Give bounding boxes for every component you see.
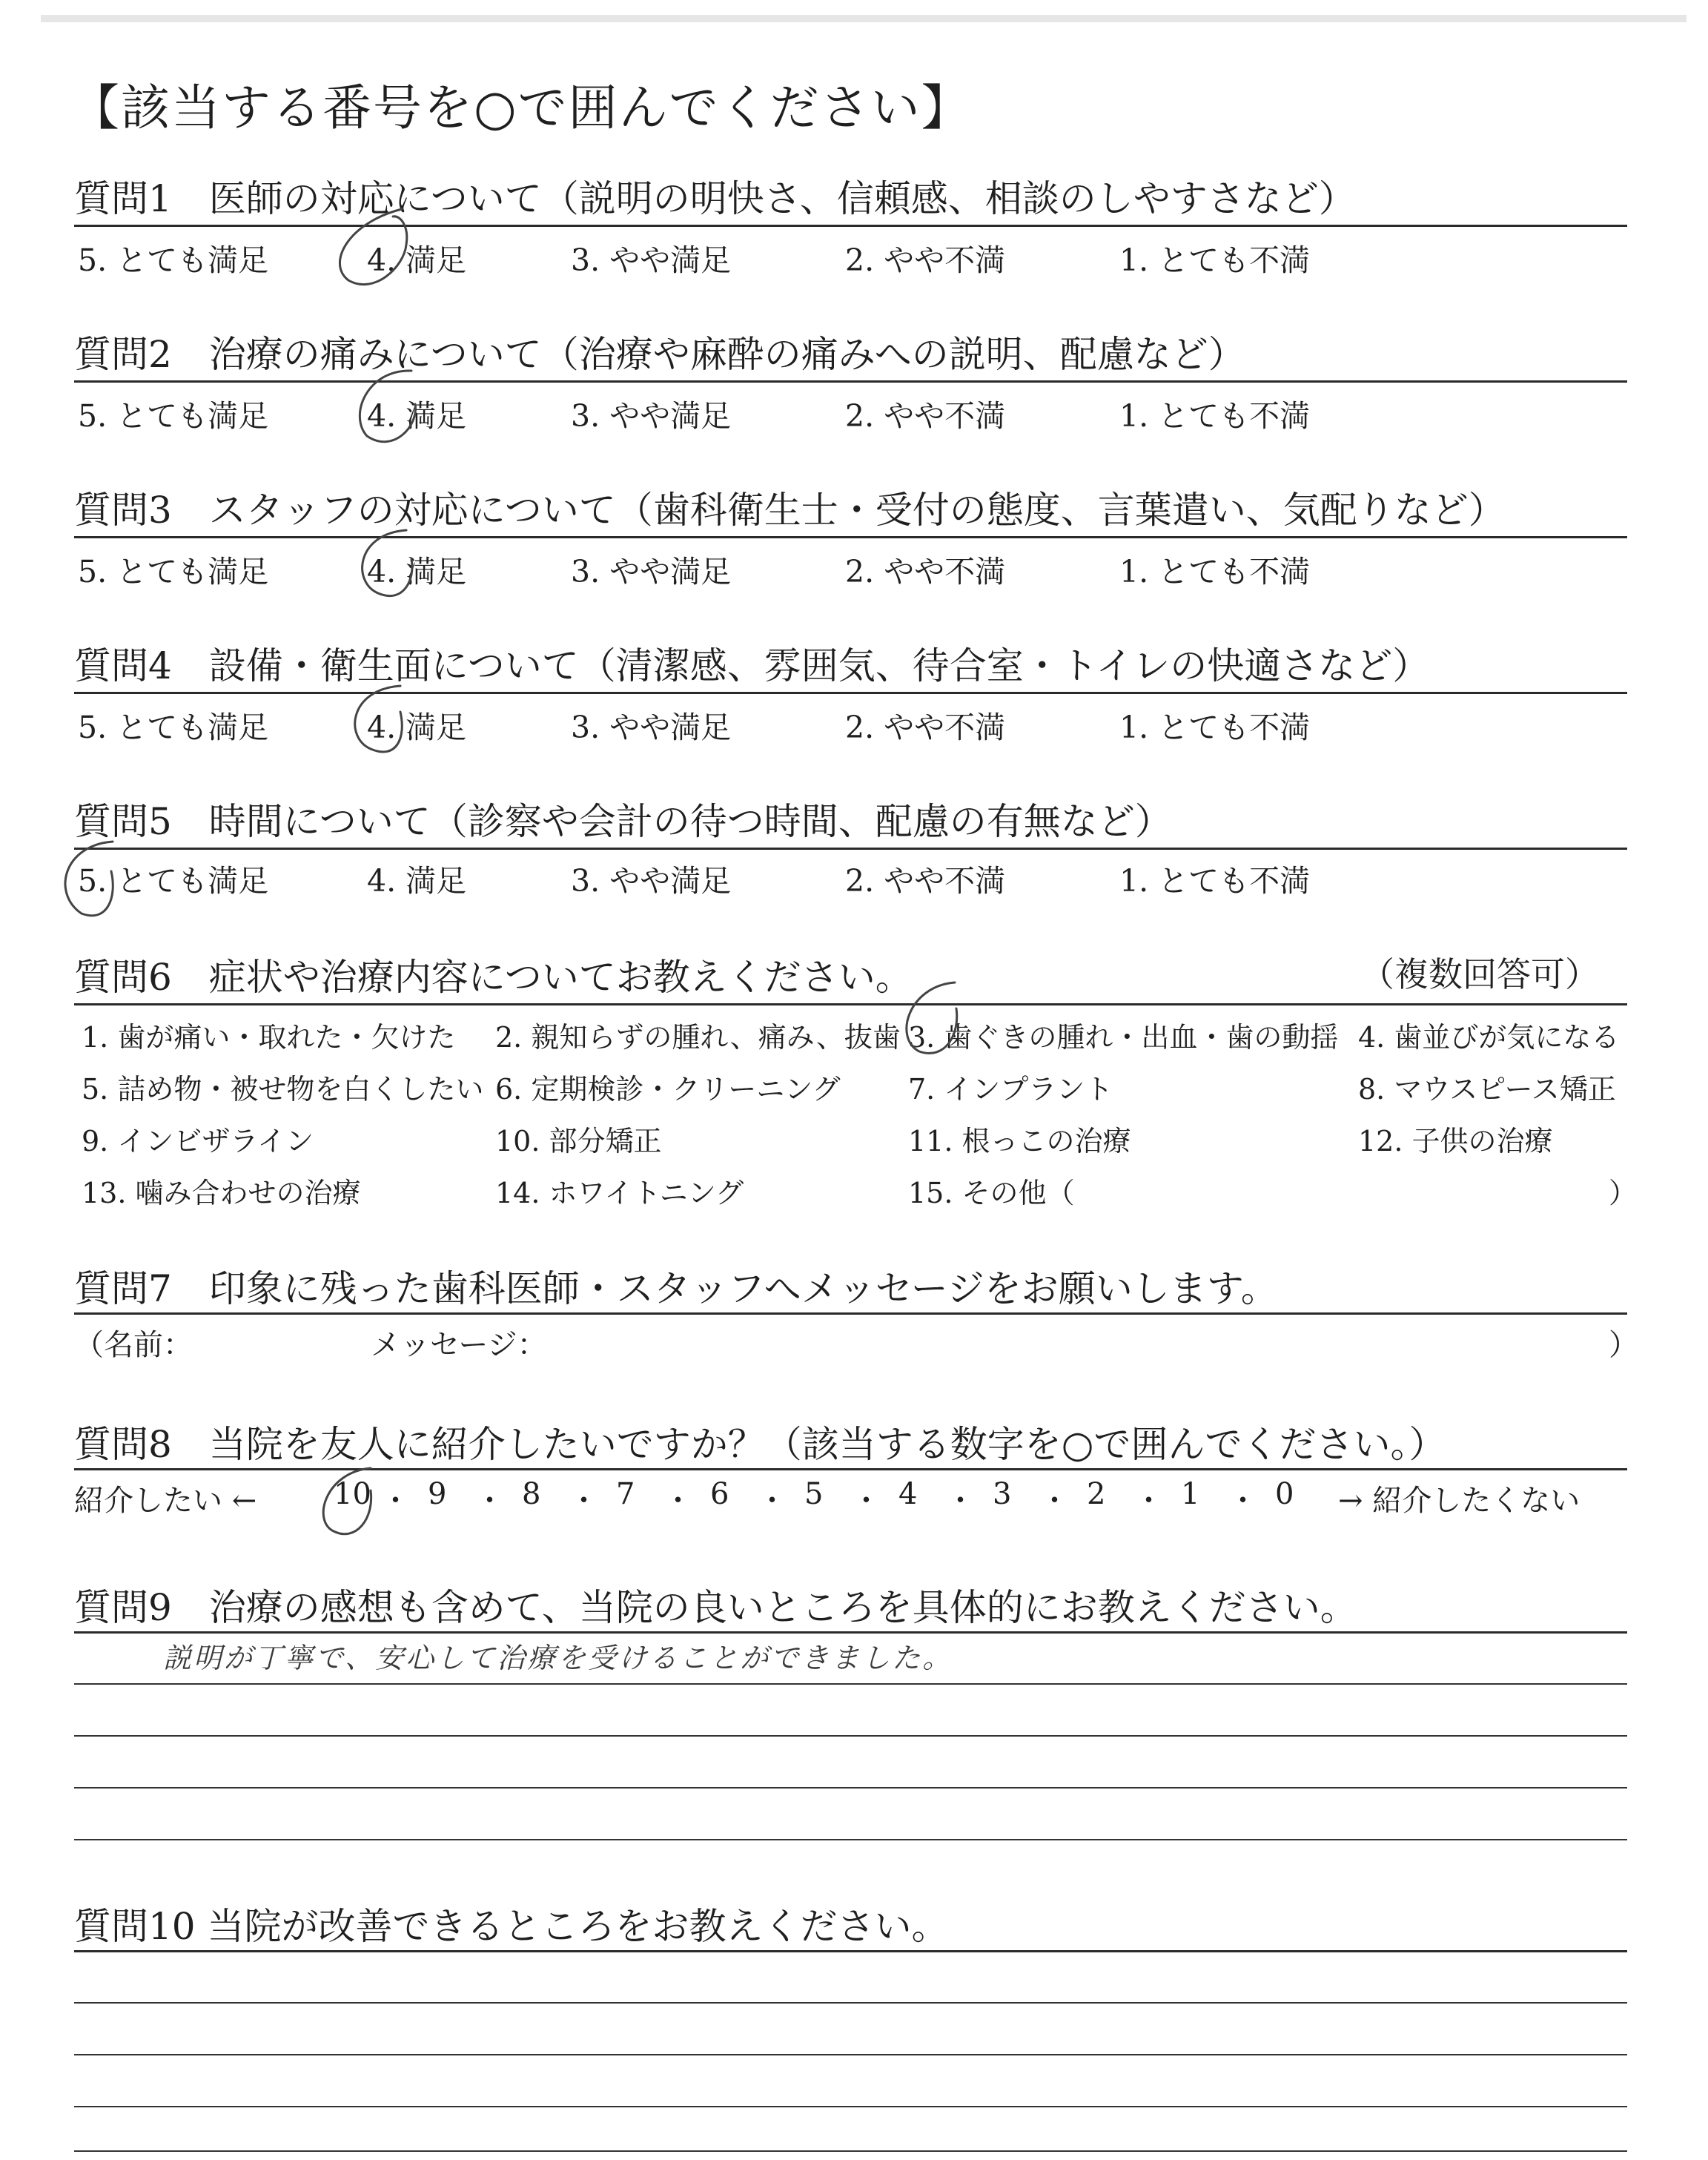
q8-scale-separator: ・ — [1228, 1484, 1258, 1518]
q9-handwritten-answer: 説明が丁寧で、安心して治療を受けることができました。 — [163, 1642, 953, 1674]
q8-scale-separator: ・ — [757, 1484, 787, 1518]
q7-name-label: （名前： — [74, 1328, 193, 1362]
q7-message-label: メッセージ： — [371, 1328, 547, 1362]
question-5-rule — [74, 848, 1627, 850]
q3-option-5[interactable]: 5. とても満足 — [78, 554, 269, 589]
question-10-rule — [74, 1950, 1627, 1952]
q6-choice-14[interactable]: 14. ホワイトニング — [495, 1177, 744, 1209]
q1-option-1[interactable]: 1. とても不満 — [1119, 242, 1311, 278]
q5-option-2[interactable]: 2. やや不満 — [845, 863, 1006, 899]
q6-choice-8[interactable]: 8. マウスピース矯正 — [1358, 1073, 1616, 1106]
q8-scale-separator: ・ — [569, 1484, 599, 1518]
q8-scale-value[interactable]: 9 — [428, 1477, 447, 1511]
question-3-rule — [74, 536, 1627, 538]
q10-answer-line-4 — [74, 2150, 1627, 2152]
question-6-rule — [74, 1003, 1627, 1005]
q6-choice-9[interactable]: 9. インビザライン — [82, 1125, 314, 1157]
q8-scale-value[interactable]: 2 — [1087, 1477, 1106, 1511]
q2-option-3[interactable]: 3. やや満足 — [571, 398, 732, 434]
question-4-label: 質問4 設備・衛生面について（清潔感、雰囲気、待合室・トイレの快適さなど） — [74, 644, 1430, 687]
q1-option-3[interactable]: 3. やや満足 — [571, 242, 732, 278]
q2-option-2[interactable]: 2. やや不満 — [845, 398, 1006, 434]
question-7-rule — [74, 1312, 1627, 1315]
q5-option-4[interactable]: 4. 満足 — [367, 863, 467, 899]
q3-option-2[interactable]: 2. やや不満 — [845, 554, 1006, 589]
q1-option-5[interactable]: 5. とても満足 — [78, 242, 269, 278]
q8-right-label: → 紹介したくない — [1338, 1484, 1580, 1518]
q4-option-4[interactable]: 4. 満足 — [367, 710, 467, 745]
q10-answer-line-2 — [74, 2054, 1627, 2055]
q8-scale-value[interactable]: 3 — [993, 1477, 1012, 1511]
q10-answer-line-3 — [74, 2106, 1627, 2107]
q8-scale-separator: ・ — [474, 1484, 505, 1518]
q7-close-paren: ） — [1609, 1328, 1638, 1362]
q3-option-3[interactable]: 3. やや満足 — [571, 554, 732, 589]
q6-choice-1[interactable]: 1. 歯が痛い・取れた・欠けた — [82, 1021, 456, 1054]
q5-option-3[interactable]: 3. やや満足 — [571, 863, 732, 899]
q6-choice-6[interactable]: 6. 定期検診・クリーニング — [495, 1073, 841, 1106]
q8-scale-separator: ・ — [663, 1484, 693, 1518]
q8-scale-value[interactable]: 4 — [898, 1477, 918, 1511]
q9-answer-line-3 — [74, 1787, 1627, 1789]
question-8-rule — [74, 1468, 1627, 1470]
q2-option-5[interactable]: 5. とても満足 — [78, 398, 269, 434]
q6-choice-5[interactable]: 5. 詰め物・被せ物を白くしたい — [82, 1073, 484, 1106]
question-10-label: 質問10 当院が改善できるところをお教えください。 — [74, 1905, 949, 1948]
q9-answer-line-4 — [74, 1839, 1627, 1840]
q6-other-close-paren: ） — [1609, 1177, 1638, 1209]
q6-choice-15-other[interactable]: 15. その他（ — [908, 1177, 1075, 1209]
q6-choice-13[interactable]: 13. 噛み合わせの治療 — [82, 1177, 361, 1209]
q4-option-5[interactable]: 5. とても満足 — [78, 710, 269, 745]
q6-choice-4[interactable]: 4. 歯並びが気になる — [1358, 1021, 1620, 1054]
q5-option-1[interactable]: 1. とても不満 — [1119, 863, 1311, 899]
q2-option-1[interactable]: 1. とても不満 — [1119, 398, 1311, 434]
q8-scale-value[interactable]: 5 — [804, 1477, 824, 1511]
q8-scale-value[interactable]: 6 — [710, 1477, 729, 1511]
q8-scale-value[interactable]: 7 — [616, 1477, 635, 1511]
q6-choice-11[interactable]: 11. 根っこの治療 — [908, 1125, 1131, 1157]
q4-option-3[interactable]: 3. やや満足 — [571, 710, 732, 745]
question-8-label: 質問8 当院を友人に紹介したいですか？（該当する数字を○で囲んでください。） — [74, 1423, 1446, 1466]
question-1-label: 質問1 医師の対応について（説明の明快さ、信頼感、相談のしやすさなど） — [74, 177, 1356, 220]
q4-option-1[interactable]: 1. とても不満 — [1119, 710, 1311, 745]
q6-choice-7[interactable]: 7. インプラント — [908, 1073, 1113, 1106]
scan-top-edge — [41, 15, 1687, 22]
q6-choice-10[interactable]: 10. 部分矯正 — [495, 1125, 662, 1157]
question-7-label: 質問7 印象に残った歯科医師・スタッフへメッセージをお願いします。 — [74, 1267, 1278, 1310]
q6-choice-3[interactable]: 3. 歯ぐきの腫れ・出血・歯の動揺 — [908, 1021, 1339, 1054]
q6-choice-2[interactable]: 2. 親知らずの腫れ、痛み、抜歯 — [495, 1021, 901, 1054]
q8-scale-separator: ・ — [945, 1484, 976, 1518]
q9-answer-line-2 — [74, 1735, 1627, 1737]
q2-option-4[interactable]: 4. 満足 — [367, 398, 467, 434]
question-3-label: 質問3 スタッフの対応について（歯科衛生士・受付の態度、言葉遣い、気配りなど） — [74, 489, 1506, 532]
q8-scale-separator: ・ — [380, 1484, 411, 1518]
q8-scale-value[interactable]: 1 — [1181, 1477, 1200, 1511]
question-6-note: （複数回答可） — [1360, 954, 1599, 994]
q8-scale-separator: ・ — [851, 1484, 881, 1518]
q6-choice-12[interactable]: 12. 子供の治療 — [1358, 1125, 1553, 1157]
question-9-label: 質問9 治療の感想も含めて、当院の良いところを具体的にお教えください。 — [74, 1586, 1357, 1629]
question-6-label: 質問6 症状や治療内容についてお教えください。 — [74, 956, 913, 999]
q8-scale-separator: ・ — [1133, 1484, 1164, 1518]
q1-option-4[interactable]: 4. 満足 — [367, 242, 467, 278]
q1-option-2[interactable]: 2. やや不満 — [845, 242, 1006, 278]
question-1-rule — [74, 225, 1627, 227]
q8-scale-separator: ・ — [1039, 1484, 1070, 1518]
form-instruction-title: 【該当する番号を○で囲んでください】 — [70, 79, 972, 136]
q5-option-5[interactable]: 5. とても満足 — [78, 863, 269, 899]
question-5-label: 質問5 時間について（診察や会計の待つ時間、配慮の有無など） — [74, 800, 1172, 843]
q8-left-label: 紹介したい ← — [74, 1484, 257, 1518]
question-9-rule — [74, 1631, 1627, 1634]
q10-answer-line-1 — [74, 2002, 1627, 2004]
question-2-rule — [74, 380, 1627, 383]
q4-option-2[interactable]: 2. やや不満 — [845, 710, 1006, 745]
q9-answer-line-1 — [74, 1683, 1627, 1685]
question-2-label: 質問2 治療の痛みについて（治療や麻酔の痛みへの説明、配慮など） — [74, 333, 1245, 376]
q3-option-4[interactable]: 4. 満足 — [367, 554, 467, 589]
q8-scale-value[interactable]: 10 — [334, 1477, 371, 1511]
q8-scale-value[interactable]: 8 — [522, 1477, 541, 1511]
question-4-rule — [74, 692, 1627, 694]
q3-option-1[interactable]: 1. とても不満 — [1119, 554, 1311, 589]
q8-scale-value[interactable]: 0 — [1275, 1477, 1294, 1511]
